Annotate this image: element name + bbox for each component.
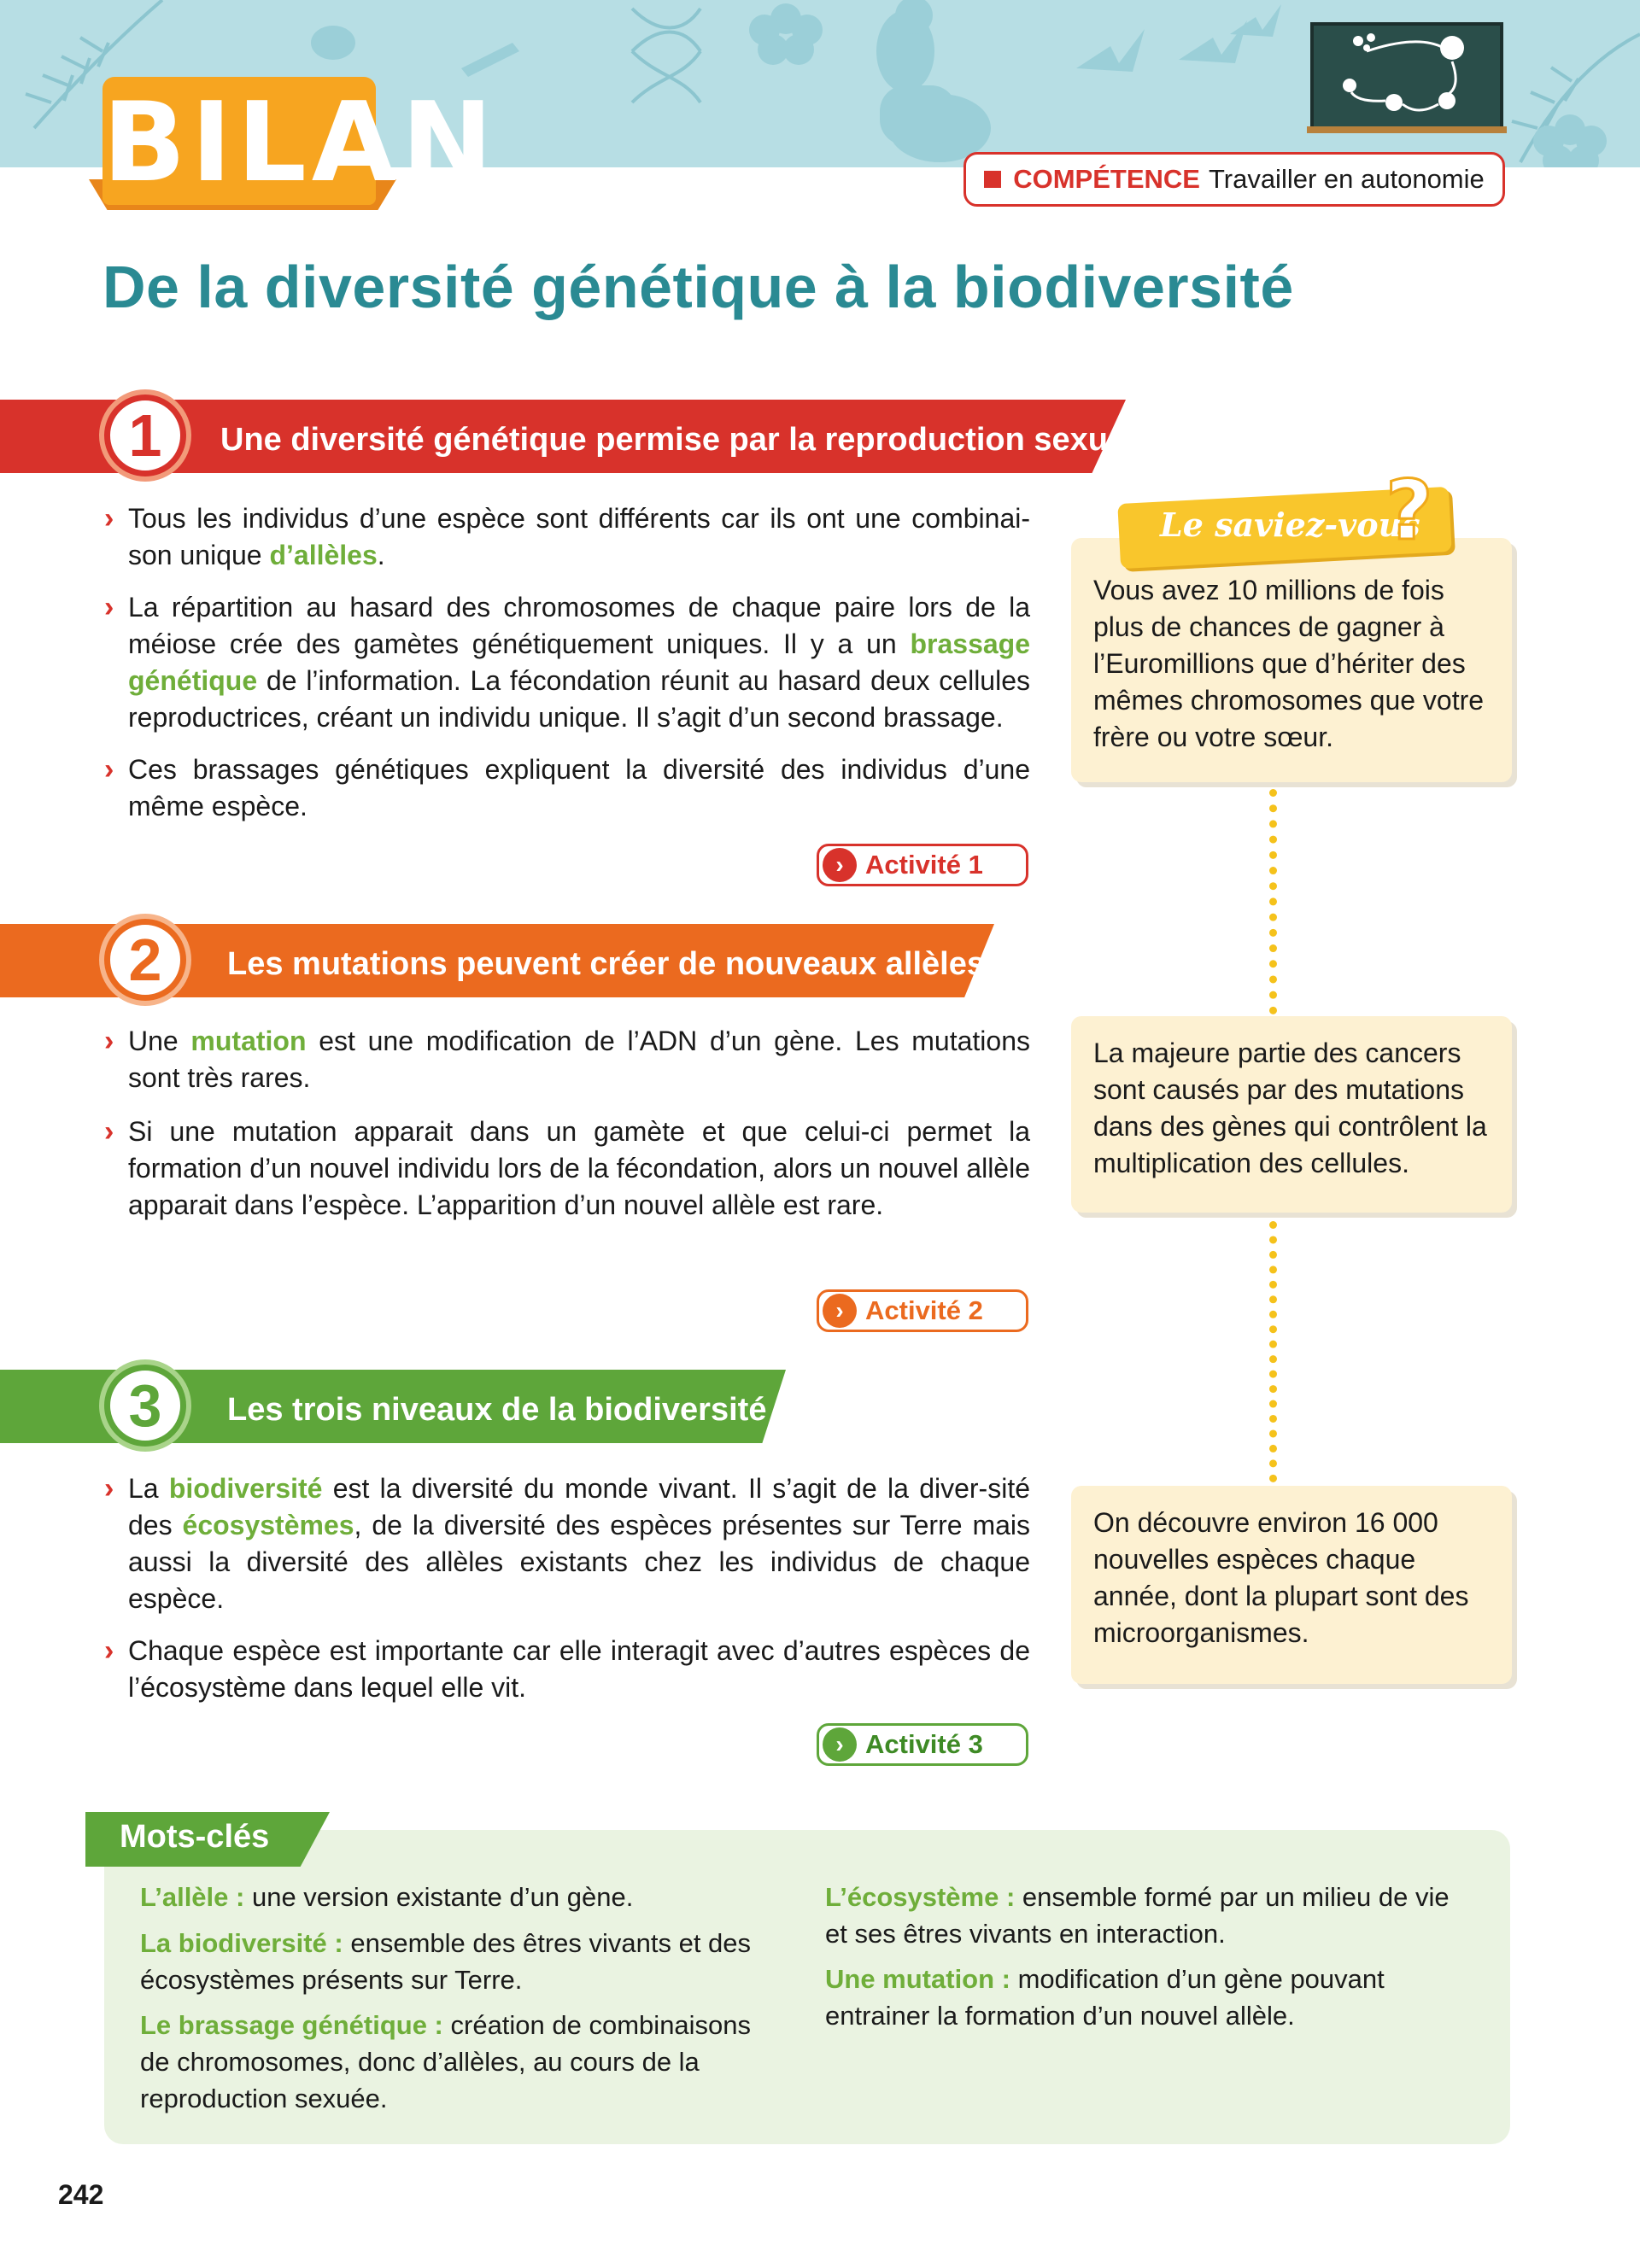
saviez-card-3: On découvre environ 16 000 nouvelles espèces chaque année, dont la plupart sont des microorganismes.	[1071, 1486, 1512, 1684]
chevron-right-icon: ›	[104, 753, 114, 786]
section-2-title: Les mutations peuvent créer de nouveaux allèles	[227, 946, 985, 982]
section-3-title: Les trois niveaux de la biodiversité	[227, 1392, 767, 1428]
competence-label: COMPÉTENCE	[1013, 164, 1200, 194]
chevron-right-icon: ›	[104, 1115, 114, 1148]
highlight-term: écosystèmes	[182, 1510, 354, 1540]
section-2-number: 2	[104, 919, 186, 1001]
page-title: De la diversité génétique à la biodiversité	[102, 254, 1294, 320]
competence-text: Travailler en autonomie	[1208, 164, 1485, 194]
activity-3-button[interactable]: › Activité 3	[817, 1723, 1028, 1766]
chevron-right-icon: ›	[104, 502, 114, 535]
highlight-term: brassage génétique	[128, 628, 1030, 696]
activity-2-button[interactable]: › Activité 2	[817, 1289, 1028, 1332]
section-2-paragraph-2: › Si une mutation apparait dans un gamète et que celui-ci permet la formation d’un nouvel individu lors de la fécondation, alors un nouvel allèle apparait dans l’espèce. L’apparition d’un nouvel allèle est rare.	[104, 1115, 1030, 1220]
saviez-card-2: La majeure partie des cancers sont causés par des mutations dans des gènes qui contrôlent la multiplication des cellules.	[1071, 1016, 1512, 1213]
chevron-right-icon: ›	[823, 848, 857, 882]
chevron-right-icon: ›	[823, 1294, 857, 1328]
chevron-right-icon: ›	[104, 1025, 114, 1057]
highlight-term: d’allèles	[269, 540, 378, 570]
keyword-biodiversite: La biodiversité : ensemble des êtres vivants et des écosystèmes présents sur Terre.	[140, 1928, 752, 1995]
keyword-ecosysteme: L’écosystème : ensemble formé par un milieu de vie et ses êtres vivants en interaction.	[825, 1882, 1450, 1949]
square-icon	[984, 171, 1001, 188]
section-1-number: 1	[104, 395, 186, 476]
activity-1-button[interactable]: › Activité 1	[817, 844, 1028, 886]
section-1-paragraph-2: › La répartition au hasard des chromosomes de chaque paire lors de la méiose crée des gamètes génétiquement uniques. Il y a un brassage génétique de l’information. La fécondation réunit au hasard deux cellules reproductrices, créant un individu unique. Il s’agit d’un second brassage.	[104, 591, 1030, 733]
highlight-term: mutation	[190, 1026, 307, 1056]
chevron-right-icon: ›	[823, 1727, 857, 1762]
keyword-allele: L’allèle : une version existante d’un gène.	[140, 1882, 634, 1912]
section-3-paragraph-1: › La biodiversité est la diversité du monde vivant. Il s’agit de la diver-sité des écosystèmes, de la diversité des espèces présentes sur Terre mais aussi la diversité des allèles existants chez les individus de chaque espèce.	[104, 1472, 1031, 1614]
highlight-term: biodiversité	[168, 1473, 323, 1504]
saviez-card-1: Vous avez 10 millions de fois plus de chances de gagner à l’Euromillions que d’hériter des mêmes chromosomes que votre frère ou votre sœur.	[1071, 538, 1512, 782]
bilan-badge	[89, 77, 498, 213]
section-2-paragraph-1: › Une mutation est une modification de l’ADN d’un gène. Les mutations sont très rares.	[104, 1025, 1031, 1093]
mots-cles-title: Mots-clés	[120, 1819, 270, 1855]
section-1-paragraph-1: › Tous les individus d’une espèce sont différents car ils ont une combinai-son unique d’allèles.	[104, 502, 1030, 570]
section-3-paragraph-2: › Chaque espèce est importante car elle interagit avec d’autres espèces de l’écosystème dans lequel elle vit.	[104, 1634, 1030, 1703]
saviez-title: Le saviez-vous	[1160, 506, 1420, 544]
keyword-brassage: Le brassage génétique : création de combinaisons de chromosomes, donc d’allèles, au cours de la reproduction sexuée.	[140, 2010, 752, 2113]
section-1-paragraph-3: › Ces brassages génétiques expliquent la diversité des individus d’une même espèce.	[104, 753, 1030, 821]
chevron-right-icon: ›	[104, 1634, 114, 1667]
competence-box	[964, 152, 1505, 207]
keyword-mutation: Une mutation : modification d’un gène pouvant entrainer la formation d’un nouvel allèle.	[825, 1964, 1385, 2031]
page-number: 242	[58, 2179, 104, 2210]
bilan-label: BILAN	[102, 79, 498, 207]
dotted-connector	[1269, 789, 1286, 1014]
chevron-right-icon: ›	[104, 591, 114, 623]
dotted-connector	[1269, 1221, 1286, 1482]
section-1-title: Une diversité génétique permise par la reproduction sexuée	[220, 422, 1145, 458]
section-3-number: 3	[104, 1365, 186, 1447]
chevron-right-icon: ›	[104, 1472, 114, 1505]
question-mark-icon: ?	[1385, 463, 1433, 558]
